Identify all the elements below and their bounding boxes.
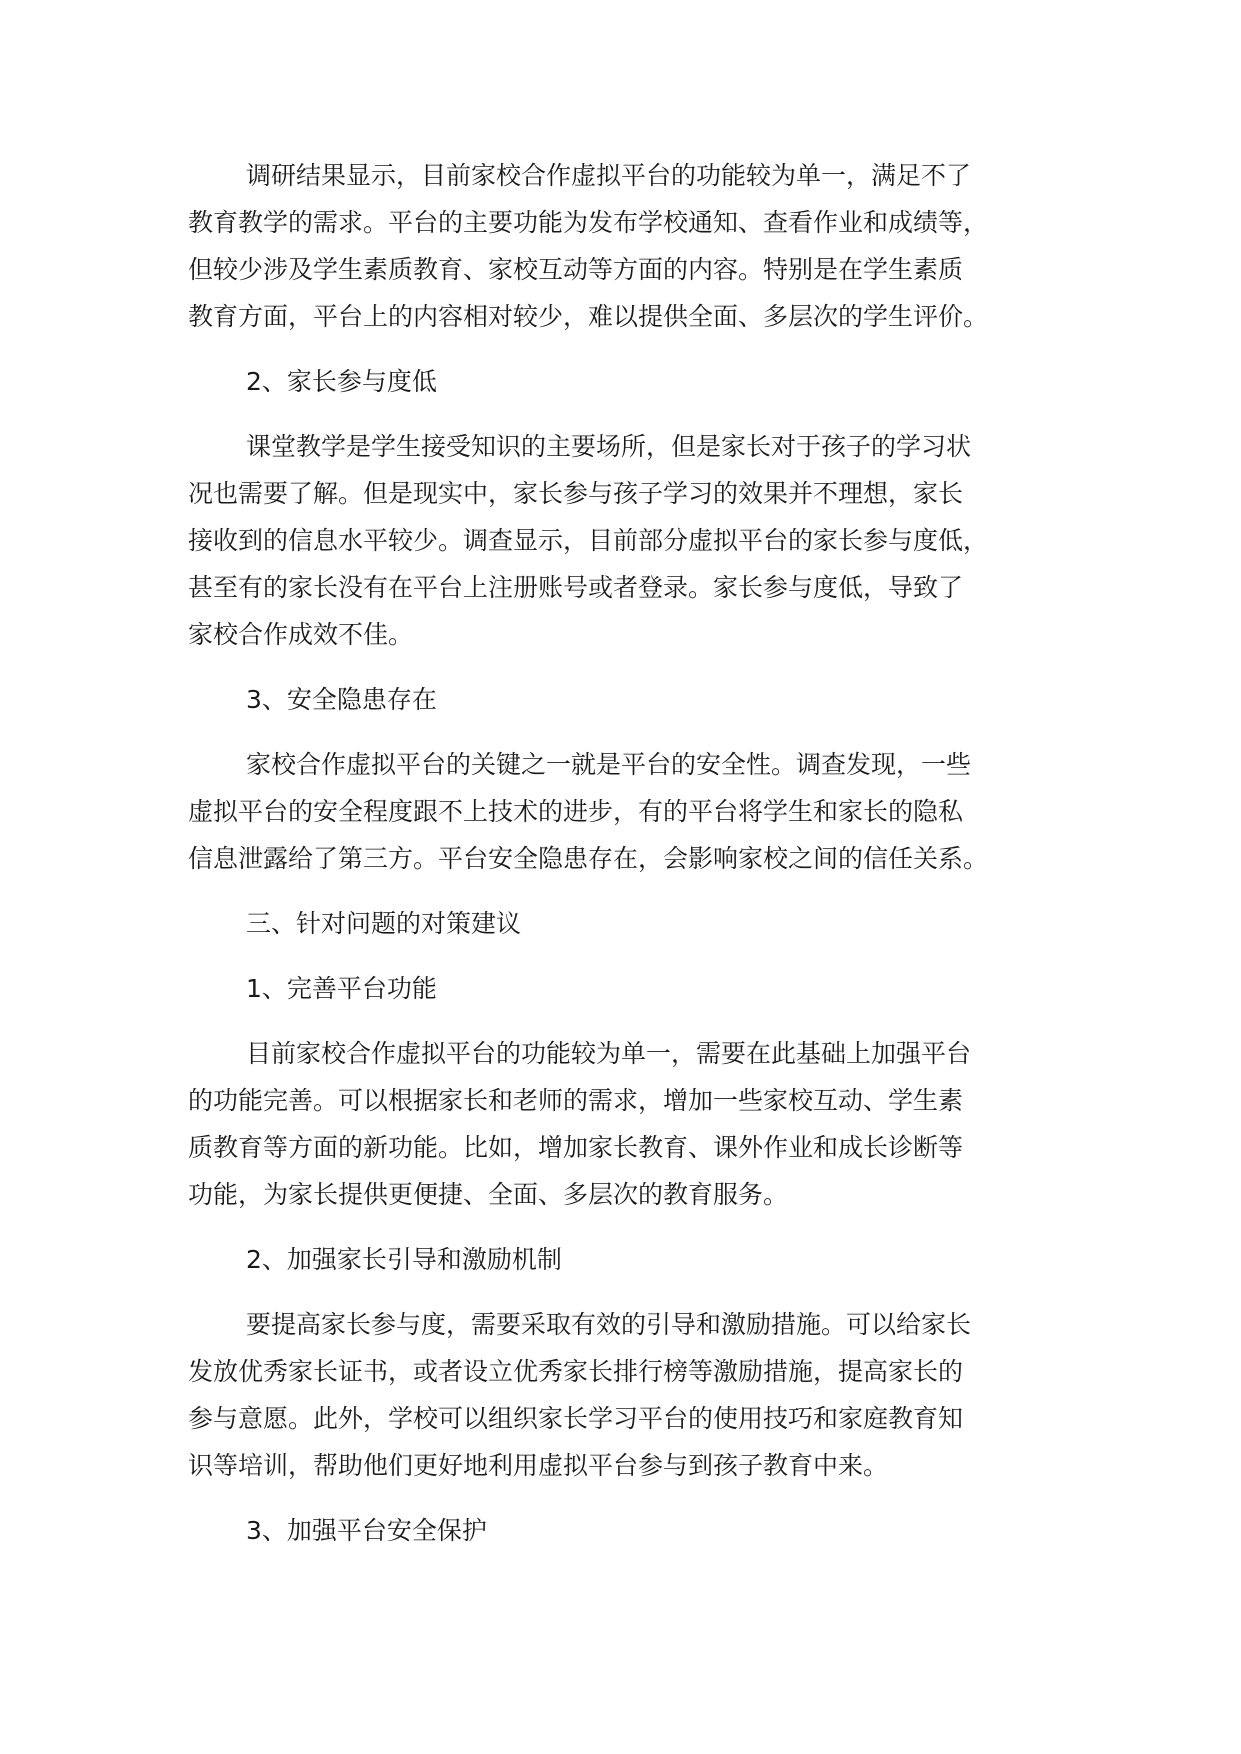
text-line: 信息泄露给了第三方。平台安全隐患存在，会影响家校之间的信任关系。 [188,844,989,873]
paragraph [188,423,1088,658]
text-line: 家校合作虚拟平台的关键之一就是平台的安全性。调查发现，一些 [246,750,972,779]
text-line: 甚至有的家长没有在平台上注册账号或者登录。家长参与度低，导致了 [188,573,964,602]
text-line: 况也需要了解。但是现实中，家长参与孩子学习的效果并不理想，家长 [188,479,964,508]
text-line: 教育教学的需求。平台的主要功能为发布学校通知、查看作业和成绩等， [188,208,989,237]
text-line: 要提高家长参与度，需要采取有效的引导和激励措施。可以给家长 [246,1310,972,1339]
text-line: 目前家校合作虚拟平台的功能较为单一，需要在此基础上加强平台 [246,1039,972,1068]
section-heading: 2、加强家长引导和激励机制 [246,1245,562,1274]
paragraph [188,1030,1088,1218]
section-heading: 3、加强平台安全保护 [246,1516,487,1545]
text-line: 的功能完善。可以根据家长和老师的需求，增加一些家校互动、学生素 [188,1086,964,1115]
text-line: 发放优秀家长证书，或者设立优秀家长排行榜等激励措施，提高家长的 [188,1357,964,1386]
section-heading: 三、针对问题的对策建议 [246,909,522,938]
section-heading: 2、家长参与度低 [246,367,437,396]
paragraph [188,152,1088,340]
text-line: 虚拟平台的安全程度跟不上技术的进步，有的平台将学生和家长的隐私 [188,797,964,826]
text-line: 识等培训，帮助他们更好地利用虚拟平台参与到孩子教育中来。 [188,1451,889,1480]
document-body [188,152,1088,1554]
text-line: 调研结果显示，目前家校合作虚拟平台的功能较为单一，满足不了 [246,161,972,190]
text-line: 教育方面，平台上的内容相对较少，难以提供全面、多层次的学生评价。 [188,302,989,331]
paragraph [188,1301,1088,1489]
text-line: 功能，为家长提供更便捷、全面、多层次的教育服务。 [188,1180,789,1209]
paragraph [188,741,1088,882]
text-line: 家校合作成效不佳。 [188,620,414,649]
section-heading: 3、安全隐患存在 [246,685,437,714]
section-heading: 1、完善平台功能 [246,974,437,1003]
text-line: 接收到的信息水平较少。调查显示，目前部分虚拟平台的家长参与度低， [188,526,989,555]
text-line: 质教育等方面的新功能。比如，增加家长教育、课外作业和成长诊断等 [188,1133,964,1162]
text-line: 参与意愿。此外，学校可以组织家长学习平台的使用技巧和家庭教育知 [188,1404,964,1433]
text-line: 但较少涉及学生素质教育、家校互动等方面的内容。特别是在学生素质 [188,255,964,284]
text-line: 课堂教学是学生接受知识的主要场所，但是家长对于孩子的学习状 [246,432,972,461]
